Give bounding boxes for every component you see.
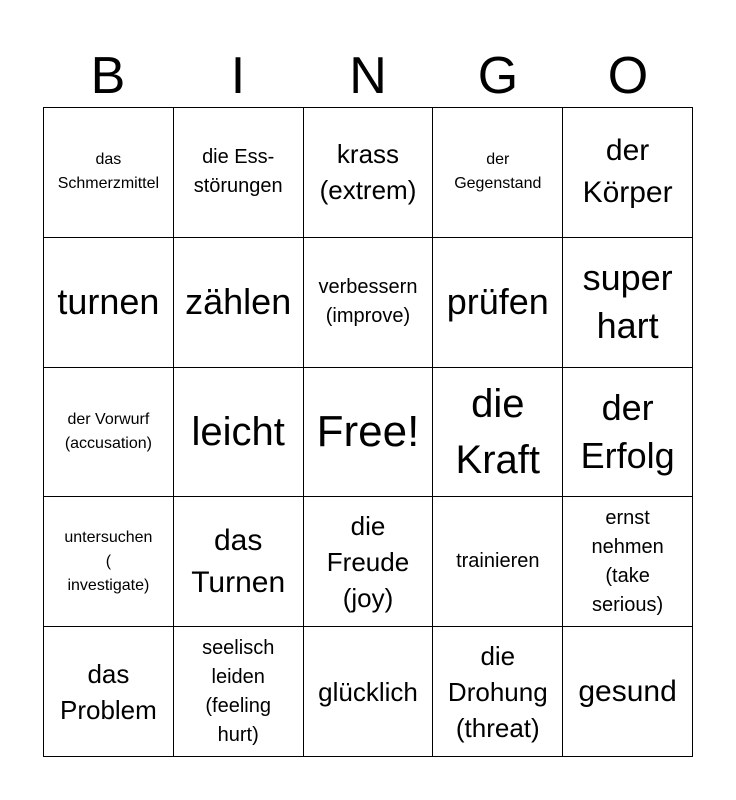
bingo-cell[interactable] xyxy=(433,238,563,368)
cell-text: das Turnen xyxy=(191,523,286,599)
cell-text: die Drohung (threat) xyxy=(447,640,548,743)
header-letter-n: N xyxy=(349,47,387,105)
free-space-text: Free! xyxy=(316,406,420,456)
cell-text: die Freude (joy) xyxy=(326,510,410,613)
bingo-cell[interactable] xyxy=(174,368,304,498)
bingo-cell[interactable] xyxy=(433,368,563,498)
cell-text: das Problem xyxy=(59,658,157,725)
bingo-cell[interactable] xyxy=(174,627,304,757)
bingo-cell[interactable] xyxy=(433,627,563,757)
cell-text: der Vorwurf (accusation) xyxy=(64,410,152,452)
cell-text: der Körper xyxy=(582,134,673,210)
bingo-cell[interactable] xyxy=(44,627,174,757)
bingo-header xyxy=(43,48,693,104)
bingo-cell[interactable] xyxy=(174,108,304,238)
header-letter-g: G xyxy=(477,47,519,105)
bingo-cell[interactable] xyxy=(563,238,693,368)
cell-text: prüfen xyxy=(446,281,549,323)
cell-text: die Ess- störungen xyxy=(193,146,283,198)
header-letter-i: I xyxy=(230,47,246,105)
bingo-cell[interactable] xyxy=(174,238,304,368)
bingo-cell[interactable] xyxy=(304,497,434,627)
bingo-card-grid xyxy=(43,107,693,757)
bingo-cell[interactable] xyxy=(44,368,174,498)
bingo-cell[interactable] xyxy=(44,497,174,627)
bingo-cell[interactable] xyxy=(563,108,693,238)
bingo-cell[interactable] xyxy=(433,108,563,238)
cell-text: der Erfolg xyxy=(580,386,675,476)
header-letter-o: O xyxy=(607,47,649,105)
cell-text: der Gegenstand xyxy=(454,151,542,193)
bingo-cell[interactable] xyxy=(44,238,174,368)
bingo-cell[interactable] xyxy=(563,497,693,627)
cell-text: krass (extrem) xyxy=(319,139,417,206)
cell-text: gesund xyxy=(578,674,677,708)
header-letter-b: B xyxy=(90,47,126,105)
cell-text: turnen xyxy=(57,281,160,323)
bingo-cell[interactable] xyxy=(563,368,693,498)
cell-text: seelisch leiden (feeling hurt) xyxy=(202,636,275,746)
cell-text: glücklich xyxy=(318,676,418,707)
cell-text: untersuchen ( investigate) xyxy=(64,528,153,594)
cell-text: ernst nehmen (take serious) xyxy=(591,506,664,616)
bingo-cell[interactable] xyxy=(174,497,304,627)
cell-text: zählen xyxy=(185,281,292,323)
bingo-cell[interactable] xyxy=(304,238,434,368)
bingo-cell[interactable] xyxy=(44,108,174,238)
bingo-cell[interactable] xyxy=(563,627,693,757)
cell-text: leicht xyxy=(191,409,285,454)
cell-text: das Schmerzmittel xyxy=(57,151,160,193)
cell-text: trainieren xyxy=(456,550,540,573)
cell-text: verbessern (improve) xyxy=(318,276,418,328)
bingo-cell[interactable] xyxy=(433,497,563,627)
bingo-cell[interactable] xyxy=(304,108,434,238)
bingo-cell[interactable] xyxy=(304,627,434,757)
cell-text: die Kraft xyxy=(455,381,541,482)
cell-text: super hart xyxy=(582,257,673,347)
free-space-cell[interactable] xyxy=(304,368,434,498)
